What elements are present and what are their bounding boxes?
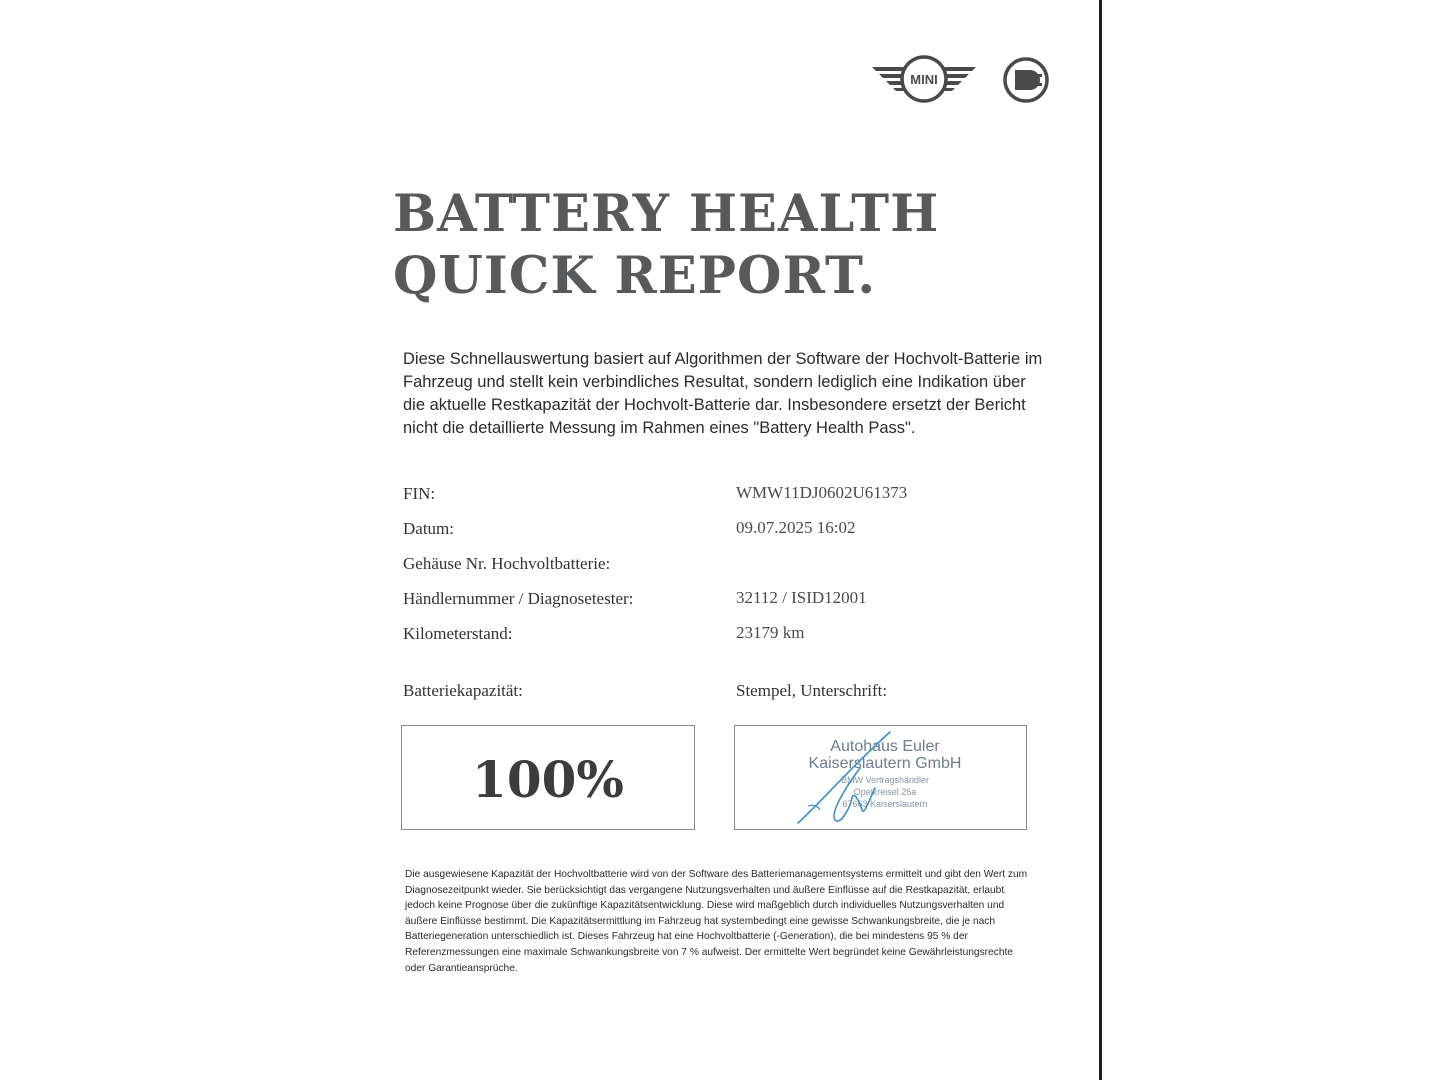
field-value: 23179 km <box>736 623 805 642</box>
title-line-2: QUICK REPORT. <box>393 246 877 306</box>
stamp-dealer-zip: 67663 Kaiserslautern <box>842 799 928 809</box>
field-row-datum <box>403 515 1063 550</box>
handwritten-signature <box>790 728 900 828</box>
brand-logos <box>870 52 1060 108</box>
disclaimer-footnote: Die ausgewiesene Kapazität der Hochvoltbatterie wird von der Software des Batteriemanagementsystems ermittelt und gibt den Wert zum Diagnosezeitpunkt wieder. Sie berücksichtigt das vergangene Nutzungsverhalten und äußere Einflüsse auf die Restkapazität, erlaubt jedoch keine Prognose über die zukünftige Kapazitätsentwicklung. Diese wird maßgeblich durch individuelles Nutzungsverhalten und äußere Einflüsse bestimmt. Die Kapazitätsermittlung im Fahrzeug hat systembedingt eine gewisse Schwankungsbreite, die je nach Batteriegeneration unterschiedlich ist. Dieses Fahrzeug hat eine Hochvoltbatterie (-Generation), die bei mindestens 95 % der Referenzmessungen eine maximale Schwankungsbreite von 7 % aufweist. Der ermittelte Wert begründet keine Gewährleistungsrechte oder Garantieansprüche. <box>405 869 1028 974</box>
stamp-dealer-street: Opelkreisel 26a <box>853 787 917 797</box>
field-value: 09.07.2025 16:02 <box>736 518 856 537</box>
stamp-signature-box <box>734 725 1027 830</box>
field-value: 32112 / ISID12001 <box>736 588 867 607</box>
stamp-dealer-city: Kaiserslautern GmbH <box>808 755 962 772</box>
title-line-1: BATTERY HEALTH <box>393 184 940 244</box>
page-title <box>393 183 939 307</box>
capacity-value: 100% <box>472 750 624 809</box>
vehicle-info-table <box>403 480 1063 655</box>
field-row-kilometer <box>403 620 1063 655</box>
field-value: WMW11DJ0602U61373 <box>736 483 908 502</box>
capacity-box <box>401 725 695 830</box>
mini-logo-text: MINI <box>910 72 938 87</box>
field-label: FIN: <box>403 484 436 503</box>
field-label: Händlernummer / Diagnosetester: <box>403 589 634 608</box>
stamp-dealer-name: Autohaus Euler <box>830 738 940 755</box>
stamp-dealer-type: BMW Vertragshändler <box>840 775 930 785</box>
capacity-label: Batteriekapazität: <box>403 681 523 700</box>
field-label: Gehäuse Nr. Hochvoltbatterie: <box>403 554 611 573</box>
mini-brand-logo <box>870 52 978 106</box>
field-row-fin <box>403 480 1063 515</box>
intro-paragraph: Diese Schnellauswertung basiert auf Algorithmen der Software der Hochvolt-Batterie im Fahrzeug und stellt kein verbindliches Resultat, sondern lediglich eine Indikation über die aktuelle Restkapazität der Hochvolt-Batterie dar. Insbesondere ersetzt der Bericht nicht die detaillierte Messung im Rahmen eines "Battery Health Pass". <box>403 350 1043 437</box>
field-label: Datum: <box>403 519 454 538</box>
field-row-gehaeuse <box>403 550 1063 585</box>
stamp-label: Stempel, Unterschrift: <box>736 681 888 700</box>
field-row-haendler <box>403 585 1063 620</box>
field-label: Kilometerstand: <box>403 624 513 643</box>
page-edge-divider <box>1099 0 1102 1080</box>
electric-plug-icon <box>1002 56 1050 104</box>
